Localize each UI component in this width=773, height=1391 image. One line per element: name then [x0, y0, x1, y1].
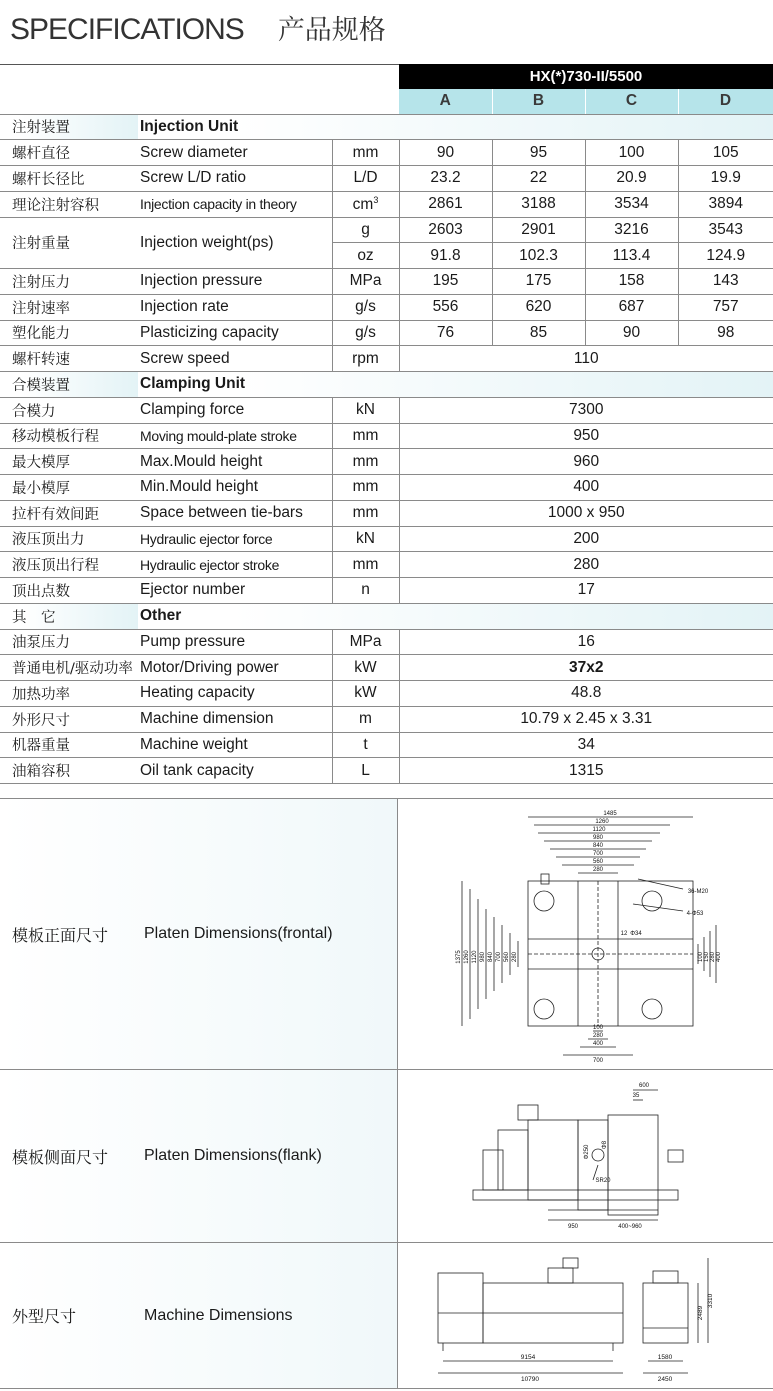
row-unit: MPa	[332, 269, 399, 295]
value-d: 143	[678, 269, 773, 295]
dim-bottom: 100	[592, 1025, 604, 1031]
value-merged: 10.79 x 2.45 x 3.31	[399, 706, 773, 732]
spec-row-screw-ld	[0, 166, 773, 192]
row-label-en: Injection weight(ps)	[138, 217, 332, 269]
dim-label: 9154	[520, 1354, 536, 1361]
spec-row-pressure	[0, 269, 773, 295]
spec-row	[0, 578, 773, 604]
row-label-en: Screw L/D ratio	[138, 166, 332, 192]
dim-label: Φ8	[602, 1140, 608, 1150]
row-label-en: Oil tank capacity	[138, 758, 332, 784]
dim-top: 840	[592, 843, 604, 849]
spec-row-weight-g	[0, 217, 773, 243]
row-unit: kW	[332, 655, 399, 681]
value-merged: 960	[399, 449, 773, 475]
spec-row-screw-speed	[0, 346, 773, 372]
dim-label: 950	[567, 1224, 579, 1230]
spec-row	[0, 758, 773, 784]
title-cn: 产品规格	[277, 15, 386, 46]
value-merged: 400	[399, 475, 773, 501]
row-label-cn: 液压顶出力	[0, 526, 138, 552]
row-label-en: Hydraulic ejector force	[138, 526, 332, 552]
row-label-cn: 油箱容积	[0, 758, 138, 784]
value-d: 757	[678, 294, 773, 320]
spec-row	[0, 732, 773, 758]
spec-row	[0, 397, 773, 423]
value-c: 158	[585, 269, 678, 295]
title-en: SPECIFICATIONS	[10, 13, 244, 46]
value-d: 3894	[678, 191, 773, 217]
drawing-row-machine	[0, 1243, 773, 1389]
callout: Φ34	[630, 931, 642, 937]
dim-label: 35	[632, 1093, 640, 1099]
dim-top: 560	[592, 859, 604, 865]
platen-frontal-svg	[398, 799, 772, 1069]
dim-label: 400~960	[618, 1224, 642, 1230]
row-label-cn: 拉杆有效间距	[0, 500, 138, 526]
spec-row-rate	[0, 294, 773, 320]
dim-right: 150	[704, 951, 710, 963]
value-merged: 7300	[399, 397, 773, 423]
row-unit: n	[332, 578, 399, 604]
value-a: 195	[399, 269, 492, 295]
tie-bar-hole-tl	[534, 891, 554, 911]
value-c: 3534	[585, 191, 678, 217]
row-unit: L/D	[332, 166, 399, 192]
row-unit: g/s	[332, 320, 399, 346]
drawings-section	[0, 798, 773, 1389]
machine-dimensions-drawing	[398, 1243, 773, 1388]
row-unit: L	[332, 758, 399, 784]
value-b: 102.3	[492, 243, 585, 269]
row-label-cn: 注射重量	[0, 217, 138, 269]
row-label-en: Machine weight	[138, 732, 332, 758]
value-d: 98	[678, 320, 773, 346]
dim-left: 1375	[456, 950, 462, 964]
dim-top: 1485	[603, 811, 617, 817]
row-label-cn: 注射压力	[0, 269, 138, 295]
row-label-en: Injection capacity in theory	[138, 191, 332, 217]
section-clamping	[0, 372, 773, 398]
value-a: 91.8	[399, 243, 492, 269]
value-merged: 34	[399, 732, 773, 758]
dim-label: 1580	[657, 1354, 673, 1361]
row-label-cn: 最小模厚	[0, 475, 138, 501]
section-injection	[0, 114, 773, 140]
spec-row	[0, 552, 773, 578]
row-label-en: Injection rate	[138, 294, 332, 320]
dim-label: SR20	[595, 1178, 611, 1184]
value-b: 175	[492, 269, 585, 295]
value-merged: 110	[399, 346, 773, 372]
dim-top: 700	[592, 851, 604, 857]
row-unit: m	[332, 706, 399, 732]
value-a: 2603	[399, 217, 492, 243]
row-label-cn: 螺杆长径比	[0, 166, 138, 192]
value-merged: 1000 x 950	[399, 500, 773, 526]
drawing-label-en: Platen Dimensions(frontal)	[144, 925, 333, 942]
dim-left: 840	[488, 951, 494, 963]
dim-right: 280	[710, 951, 716, 963]
dim-right: 100	[698, 951, 704, 963]
row-label-en: Heating capacity	[138, 681, 332, 707]
row-label-en: Machine dimension	[138, 706, 332, 732]
tie-bar-hole-br	[642, 999, 662, 1019]
page-title	[10, 8, 386, 44]
value-a: 556	[399, 294, 492, 320]
row-label-en: Motor/Driving power	[138, 655, 332, 681]
row-unit: g	[332, 217, 399, 243]
row-label-en: Screw speed	[138, 346, 332, 372]
value-b: 22	[492, 166, 585, 192]
row-unit: mm	[332, 140, 399, 166]
row-label-cn: 螺杆直径	[0, 140, 138, 166]
row-unit: oz	[332, 243, 399, 269]
value-b: 3188	[492, 191, 585, 217]
dim-bottom: 280	[592, 1033, 604, 1039]
row-unit: rpm	[332, 346, 399, 372]
row-unit: t	[332, 732, 399, 758]
drawing-label-en: Platen Dimensions(flank)	[144, 1147, 322, 1164]
value-d: 105	[678, 140, 773, 166]
spec-row	[0, 423, 773, 449]
dim-bottom: 700	[592, 1058, 604, 1064]
section-en: Clamping Unit	[138, 372, 773, 398]
section-cn: 注射装置	[0, 114, 138, 140]
section-en: Injection Unit	[138, 114, 773, 140]
column-a: A	[399, 89, 492, 114]
row-label-en: Ejector number	[138, 578, 332, 604]
value-c: 3216	[585, 217, 678, 243]
dim-top: 980	[592, 835, 604, 841]
value-c: 20.9	[585, 166, 678, 192]
column-letters-row	[0, 89, 773, 114]
value-merged: 17	[399, 578, 773, 604]
drawing-label-en: Machine Dimensions	[144, 1306, 293, 1324]
value-a: 76	[399, 320, 492, 346]
section-cn: 其 它	[0, 603, 138, 629]
dim-left: 700	[496, 951, 502, 963]
spec-row	[0, 500, 773, 526]
value-merged: 48.8	[399, 681, 773, 707]
spec-row	[0, 655, 773, 681]
value-merged: 280	[399, 552, 773, 578]
row-label-en: Screw diameter	[138, 140, 332, 166]
row-unit: kN	[332, 397, 399, 423]
dim-left: 560	[504, 951, 510, 963]
row-unit: mm	[332, 475, 399, 501]
value-merged: 200	[399, 526, 773, 552]
spec-table	[0, 64, 773, 784]
spec-row	[0, 526, 773, 552]
drawing-label-cn: 模板侧面尺寸	[12, 1147, 109, 1167]
spec-row	[0, 475, 773, 501]
value-c: 687	[585, 294, 678, 320]
row-label-en: Injection pressure	[138, 269, 332, 295]
row-label-en: Max.Mould height	[138, 449, 332, 475]
dim-right: 400	[716, 951, 722, 963]
drawing-label-cn: 外型尺寸	[12, 1307, 77, 1326]
row-label-en: Clamping force	[138, 397, 332, 423]
value-a: 2861	[399, 191, 492, 217]
row-label-en: Hydraulic ejector stroke	[138, 552, 332, 578]
value-b: 95	[492, 140, 585, 166]
row-label-cn: 普通电机/驱动功率	[0, 655, 138, 681]
spec-row-screw-diameter	[0, 140, 773, 166]
row-label-cn: 理论注射容积	[0, 191, 138, 217]
dim-label: 10790	[520, 1376, 540, 1383]
row-unit: mm	[332, 423, 399, 449]
value-c: 90	[585, 320, 678, 346]
value-a: 23.2	[399, 166, 492, 192]
dim-label: 2450	[657, 1376, 673, 1383]
column-c: C	[585, 89, 678, 114]
value-c: 100	[585, 140, 678, 166]
value-d: 124.9	[678, 243, 773, 269]
row-unit: kW	[332, 681, 399, 707]
dim-left: 1260	[464, 950, 470, 964]
row-unit: g/s	[332, 294, 399, 320]
row-label-cn: 塑化能力	[0, 320, 138, 346]
value-a: 90	[399, 140, 492, 166]
row-label-cn: 外形尺寸	[0, 706, 138, 732]
dim-left: 980	[480, 951, 486, 963]
dim-top: 1260	[595, 819, 609, 825]
row-label-en: Moving mould-plate stroke	[138, 423, 332, 449]
value-b: 2901	[492, 217, 585, 243]
row-label-cn: 移动模板行程	[0, 423, 138, 449]
dim-top: 1120	[592, 827, 606, 833]
row-label-cn: 加热功率	[0, 681, 138, 707]
section-cn: 合模装置	[0, 372, 138, 398]
unit-text: cm	[352, 195, 374, 213]
column-b: B	[492, 89, 585, 114]
row-unit: mm	[332, 500, 399, 526]
section-other	[0, 603, 773, 629]
row-label-cn: 机器重量	[0, 732, 138, 758]
callout: 36-M20	[687, 889, 709, 895]
row-label-en: Plasticizing capacity	[138, 320, 332, 346]
platen-flank-drawing	[398, 1070, 773, 1242]
spec-row	[0, 706, 773, 732]
row-label-en: Min.Mould height	[138, 475, 332, 501]
spec-row-capacity-theory	[0, 191, 773, 217]
column-d: D	[678, 89, 773, 114]
row-unit: kN	[332, 526, 399, 552]
callout: 4-Φ53	[686, 911, 704, 917]
dim-top: 280	[592, 867, 604, 873]
drawing-label-cn: 模板正面尺寸	[12, 925, 109, 945]
row-label-en: Space between tie-bars	[138, 500, 332, 526]
machine-dimensions-svg	[398, 1243, 772, 1388]
section-en: Other	[138, 603, 773, 629]
row-label-cn: 液压顶出行程	[0, 552, 138, 578]
drawing-label	[0, 1070, 398, 1242]
platen-lug	[541, 874, 549, 884]
unit-sup: 3	[373, 194, 379, 205]
row-label-cn: 最大模厚	[0, 449, 138, 475]
spec-row-plasticizing	[0, 320, 773, 346]
model-row	[0, 64, 773, 89]
dim-label: 2489	[697, 1305, 704, 1321]
drawing-label	[0, 799, 398, 1069]
value-d: 3543	[678, 217, 773, 243]
dim-label: 600	[638, 1083, 650, 1089]
row-unit	[332, 191, 399, 217]
dim-bottom: 400	[592, 1041, 604, 1047]
value-merged: 950	[399, 423, 773, 449]
platen-flank-svg	[398, 1070, 772, 1242]
dim-label: Φ250	[584, 1144, 590, 1160]
value-merged: 16	[399, 629, 773, 655]
value-merged: 37x2	[399, 655, 773, 681]
callout: 12	[620, 931, 628, 937]
row-label-cn: 注射速率	[0, 294, 138, 320]
dim-left: 1120	[472, 950, 478, 964]
value-d: 19.9	[678, 166, 773, 192]
spec-row	[0, 449, 773, 475]
value-c: 113.4	[585, 243, 678, 269]
dim-left: 280	[512, 951, 518, 963]
drawing-label	[0, 1243, 398, 1388]
dim-label: 3310	[707, 1293, 714, 1309]
row-label-en: Pump pressure	[138, 629, 332, 655]
value-merged: 1315	[399, 758, 773, 784]
row-unit: mm	[332, 552, 399, 578]
spec-row	[0, 629, 773, 655]
drawing-row-flank	[0, 1070, 773, 1243]
row-label-cn: 合模力	[0, 397, 138, 423]
row-label-cn: 油泵压力	[0, 629, 138, 655]
drawing-row-frontal	[0, 799, 773, 1070]
model-name: HX(*)730-II/5500	[399, 64, 773, 89]
spec-row	[0, 681, 773, 707]
value-b: 85	[492, 320, 585, 346]
row-unit: mm	[332, 449, 399, 475]
row-unit: MPa	[332, 629, 399, 655]
value-b: 620	[492, 294, 585, 320]
row-label-cn: 螺杆转速	[0, 346, 138, 372]
row-label-cn: 顶出点数	[0, 578, 138, 604]
platen-frontal-drawing	[398, 799, 773, 1069]
tie-bar-hole-bl	[534, 999, 554, 1019]
